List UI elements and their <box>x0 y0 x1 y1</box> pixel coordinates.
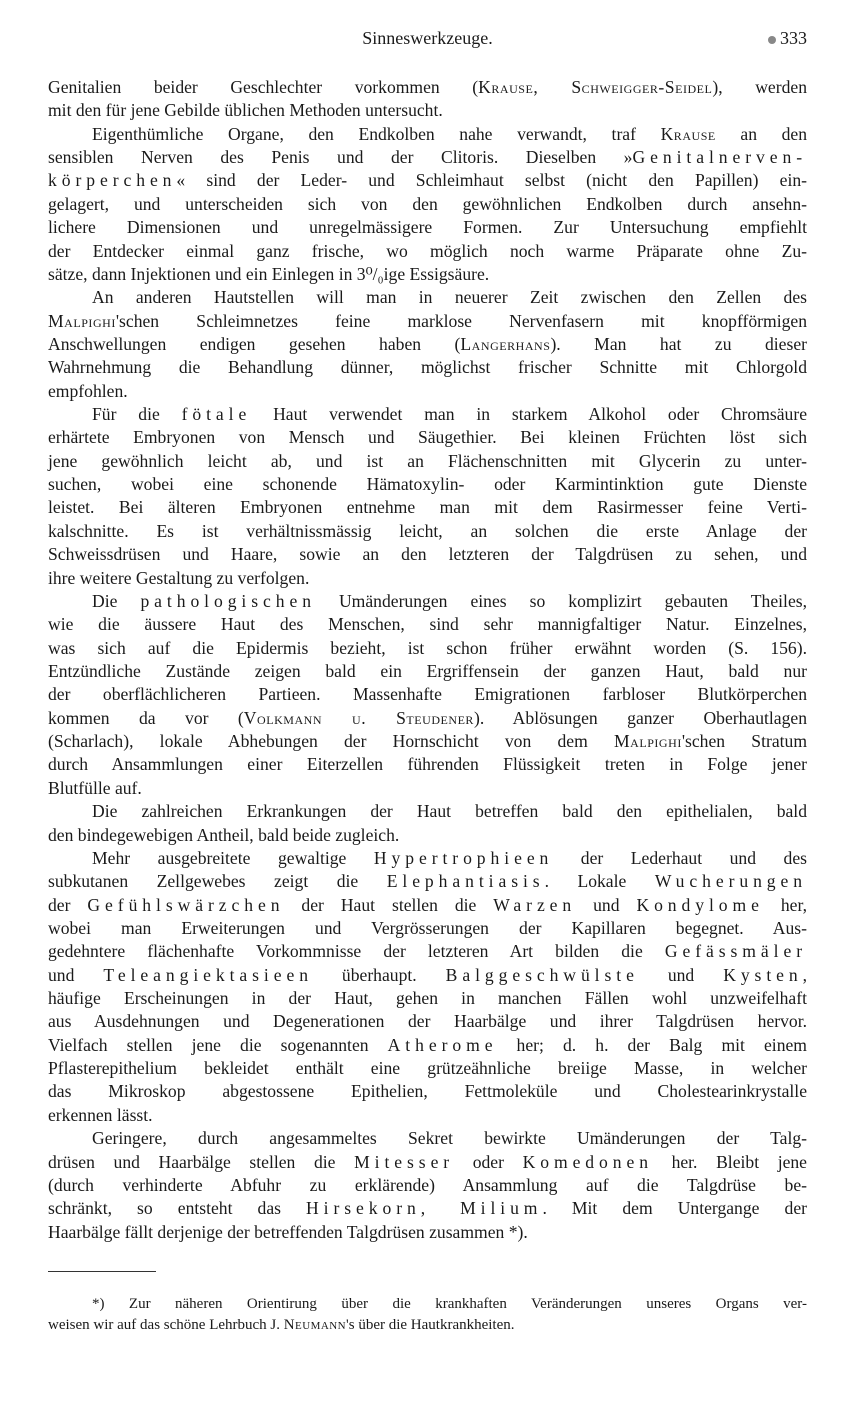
text-run: der Lederhaut und des <box>553 847 807 868</box>
text-run: leistet. Bei älteren Embryonen entnehme man mit dem Rasirmesser feine Verti- <box>48 497 807 518</box>
text-line <box>48 590 807 613</box>
text-run: den bindegewebigen Antheil, bald beide zugleich. <box>48 824 400 845</box>
text-run: gedehntere flächenhafte Vorkommnisse der letzteren Art bilden die <box>48 941 665 962</box>
text-line <box>48 1127 807 1150</box>
author-name: Malpighi <box>48 310 116 331</box>
paragraph <box>48 590 807 800</box>
text-line <box>48 356 807 379</box>
page-number-text: 333 <box>780 28 807 48</box>
page-header <box>48 28 807 54</box>
text-run: Anschwellungen endigen gesehen haben ( <box>48 333 461 354</box>
text-line <box>48 894 807 917</box>
text-line <box>48 964 807 987</box>
text-run: überhaupt. <box>312 964 446 985</box>
emphasized-term: pathologischen <box>140 590 316 611</box>
author-name: Krause <box>660 123 716 144</box>
paragraph <box>48 847 807 1127</box>
text-run: sensiblen Nerven des Penis und der Clitoris. Dieselben » <box>48 147 633 168</box>
text-line <box>48 216 807 239</box>
text-line <box>48 567 807 590</box>
emphasized-term: Balggeschwülste <box>445 964 639 985</box>
text-line <box>48 333 807 356</box>
text-line <box>48 707 807 730</box>
author-name: Langerhans <box>460 333 551 354</box>
text-run: häufige Erscheinungen in der Haut, gehen in manchen Fällen wohl unzweifelhaft <box>48 988 807 1009</box>
emphasized-term: Genitalnerven- <box>632 147 807 168</box>
text-line <box>48 1104 807 1127</box>
text-run: kommen da vor ( <box>48 707 244 728</box>
text-run: (durch verhinderte Abfuhr zu erklärende) Ansammlung auf die Talgdrüse be- <box>48 1174 807 1195</box>
emphasized-term: Hirsekorn, Milium <box>306 1198 543 1219</box>
author-name: Neumann <box>283 1317 347 1333</box>
text-line <box>48 1034 807 1057</box>
text-run: das Mikroskop abgestossene Epithelien, Fettmoleküle und Cholestearinkrystalle <box>48 1081 807 1102</box>
text-line <box>48 730 807 753</box>
text-run: Blutfülle auf. <box>48 777 142 798</box>
text-run: 'schen Stratum <box>681 731 808 752</box>
text-run: an den <box>715 123 808 144</box>
text-line <box>48 473 807 496</box>
text-run: und <box>48 964 104 985</box>
emphasized-term: fötale <box>181 404 252 425</box>
text-run: der <box>48 894 88 915</box>
text-line <box>48 123 807 146</box>
emphasized-term: Hypertrophieen <box>373 847 554 868</box>
text-run: , <box>802 964 808 985</box>
text-run: Entzündliche Zustände zeigen bald ein Ergriffensein der ganzen Haut, bald nur <box>48 660 807 681</box>
text-run: An anderen Hautstellen will man in neuerer Zeit zwischen den Zellen des <box>92 287 807 308</box>
text-run: Vielfach stellen jene die sogenannten <box>48 1034 388 1055</box>
text-run: (Scharlach), lokale Abhebungen der Hornschicht von dem <box>48 731 614 752</box>
text-run: mit den für jene Gebilde üblichen Methoden untersucht. <box>48 100 443 121</box>
text-line <box>48 800 807 823</box>
text-run: Die <box>92 590 141 611</box>
text-run: *) Zur näheren Orientirung über die krankhaften Veränderungen unseres Organs ver- <box>92 1296 807 1312</box>
text-run: ). Ablösungen ganzer Oberhautlagen <box>473 707 808 728</box>
text-line <box>48 870 807 893</box>
paragraph <box>48 76 807 123</box>
text-run: der Haut stellen die <box>284 894 494 915</box>
text-run: suchen, wobei eine schonende Hämatoxylin- oder Karmintinktion gute Dienste <box>48 474 807 495</box>
text-run: Mehr ausgebreitete gewaltige <box>92 847 374 868</box>
text-line <box>48 520 807 543</box>
text-run: jene gewöhnlich leicht ab, und ist an Flächenschnitten mit Glycerin zu unter- <box>48 450 807 471</box>
text-run: sätze, dann Injektionen und ein Einlegen in 3⁰/₀ige Essigsäure. <box>48 263 490 284</box>
body-text <box>48 76 807 1244</box>
text-run: 's über die Hautkrankheiten. <box>346 1317 515 1333</box>
text-run: weisen wir auf das schöne Lehrbuch J. <box>48 1317 284 1333</box>
paragraph <box>48 123 807 287</box>
text-line <box>48 847 807 870</box>
author-name: Volkmann u. Steudener <box>243 707 474 728</box>
text-line <box>48 1057 807 1080</box>
text-line <box>48 637 807 660</box>
text-line <box>48 380 807 403</box>
text-run: . Lokale <box>544 871 655 892</box>
text-run: her, <box>763 894 807 915</box>
text-run: wobei man Erweiterungen und Vergrösserungen der Kapillaren begegnet. Aus- <box>48 917 807 938</box>
text-run: aus Ausdehnungen und Degenerationen der Haarbälge und ihrer Talgdrüsen hervor. <box>48 1011 807 1032</box>
text-run: her. Bleibt jene <box>652 1151 807 1172</box>
emphasized-term: Kondylome <box>636 894 764 915</box>
text-run: und <box>638 964 724 985</box>
text-run: Haut verwendet man in starkem Alkohol oder Chromsäure <box>251 404 808 425</box>
text-run: Genitalien beider Geschlechter vorkommen ( <box>48 77 479 97</box>
text-run: . Mit dem Untergange der <box>542 1198 807 1219</box>
text-run: her; d. h. der Balg mit einem <box>497 1034 807 1055</box>
text-run: wie die äussere Haut des Menschen, sind sehr mannigfaltiger Natur. Einzelnes, <box>48 614 807 635</box>
paragraph <box>48 800 807 847</box>
footnote-line <box>48 1315 807 1336</box>
text-line <box>48 940 807 963</box>
emphasized-term: Gefühlswärzchen <box>87 894 285 915</box>
emphasized-term: Atherome <box>387 1034 498 1055</box>
text-run: Wahrnehmung die Behandlung dünner, möglichst frischer Schnitte mit Chlorgold <box>48 357 807 378</box>
text-run: ), werden <box>712 77 807 97</box>
emphasized-term: Teleangiektasieen <box>103 964 313 985</box>
emphasized-term: Kysten <box>723 964 803 985</box>
footnote-line <box>48 1294 807 1315</box>
text-line <box>48 1151 807 1174</box>
paragraph <box>48 1127 807 1244</box>
text-run: Haarbälge fällt derjenige der betreffenden Talgdrüsen zusammen *). <box>48 1221 528 1242</box>
text-line <box>48 99 807 122</box>
text-line <box>48 146 807 169</box>
text-run: schränkt, so entsteht das <box>48 1198 307 1219</box>
emphasized-term: Elephantiasis <box>386 871 545 892</box>
text-run: erhärtete Embryonen von Mensch und Säugethier. Bei kleinen Früchten löst sich <box>48 427 807 448</box>
text-run: Eigenthümliche Organe, den Endkolben nahe verwandt, traf <box>92 123 661 144</box>
text-run: Pflasterepithelium bekleidet enthält eine grützeähnliche breiige Masse, in welcher <box>48 1058 807 1079</box>
text-line <box>48 496 807 519</box>
text-line <box>48 660 807 683</box>
text-run: Die zahlreichen Erkrankungen der Haut betreffen bald den epithelialen, bald <box>92 801 807 822</box>
author-name: Malpighi <box>613 731 682 752</box>
text-line <box>48 917 807 940</box>
text-run: « sind der Leder- und Schleimhaut selbst (nicht den Papillen) ein- <box>176 170 807 191</box>
text-line <box>48 777 807 800</box>
text-line <box>48 240 807 263</box>
text-line <box>48 753 807 776</box>
footnote <box>48 1294 807 1336</box>
text-run: ihre weitere Gestaltung zu verfolgen. <box>48 567 310 588</box>
text-line <box>48 263 807 286</box>
emphasized-term: körperchen <box>48 170 177 191</box>
text-line <box>48 1197 807 1220</box>
text-run: subkutanen Zellgewebes zeigt die <box>48 871 387 892</box>
text-run: und <box>576 894 637 915</box>
emphasized-term: Mitesser <box>354 1151 455 1172</box>
text-line <box>48 76 807 99</box>
text-line <box>48 1174 807 1197</box>
text-line <box>48 1221 807 1244</box>
text-run: Für die <box>92 404 182 425</box>
text-run: Schweissdrüsen und Haare, sowie an den letzteren der Talgdrüsen zu sehen, und <box>48 544 807 565</box>
text-line <box>48 543 807 566</box>
text-line <box>48 1080 807 1103</box>
text-line <box>48 426 807 449</box>
text-run: durch Ansammlungen einer Eiterzellen führenden Flüssigkeit treten in Folge jener <box>48 754 807 775</box>
text-line <box>48 1010 807 1033</box>
text-line <box>48 403 807 426</box>
paragraph <box>48 403 807 590</box>
page-number <box>768 28 807 49</box>
text-line <box>48 286 807 309</box>
text-run: der oberflächlicheren Partieen. Massenhafte Emigrationen farbloser Blutkörperchen <box>48 684 807 705</box>
text-line <box>48 824 807 847</box>
text-run: ). Man hat zu dieser <box>550 333 807 354</box>
text-run: empfohlen. <box>48 380 128 401</box>
running-title: Sinneswerkzeuge. <box>362 28 493 48</box>
text-line <box>48 683 807 706</box>
emphasized-term: Wucherungen <box>654 871 807 892</box>
text-line <box>48 310 807 333</box>
text-line <box>48 193 807 216</box>
text-run: oder <box>454 1151 523 1172</box>
text-run: Geringere, durch angesammeltes Sekret bewirkte Umänderungen der Talg- <box>92 1128 807 1149</box>
text-run: was sich auf die Epidermis bezieht, ist schon früher erwähnt worden (S. 156). <box>48 637 807 658</box>
text-run: kalschnitte. Es ist verhältnissmässig leicht, an solchen die erste Anlage der <box>48 520 807 541</box>
author-name: Krause, Schweigger-Seidel <box>478 77 713 97</box>
text-run: gelagert, und unterscheiden sich von den gewöhnlichen Endkolben durch ansehn- <box>48 193 807 214</box>
text-line <box>48 450 807 473</box>
paragraph <box>48 286 807 403</box>
text-line <box>48 613 807 636</box>
text-line <box>48 987 807 1010</box>
text-run: der Entdecker einmal ganz frische, wo möglich noch warme Präparate ohne Zu- <box>48 240 807 261</box>
text-run: lichere Dimensionen und unregelmässigere Formen. Zur Untersuchung empfiehlt <box>48 217 807 238</box>
emphasized-term: Komedonen <box>522 1151 653 1172</box>
emphasized-term: Warzen <box>493 894 577 915</box>
text-run: Umänderungen eines so komplizirt gebauten Theiles, <box>315 590 807 611</box>
emphasized-term: Gefässmäler <box>664 941 807 962</box>
footnote-rule <box>48 1271 156 1272</box>
text-line <box>48 169 807 192</box>
ink-spot-icon <box>768 36 776 44</box>
text-run: 'schen Schleimnetzes feine marklose Nervenfasern mit knopfförmigen <box>115 310 807 331</box>
text-run: erkennen lässt. <box>48 1104 153 1125</box>
text-run: drüsen und Haarbälge stellen die <box>48 1151 355 1172</box>
